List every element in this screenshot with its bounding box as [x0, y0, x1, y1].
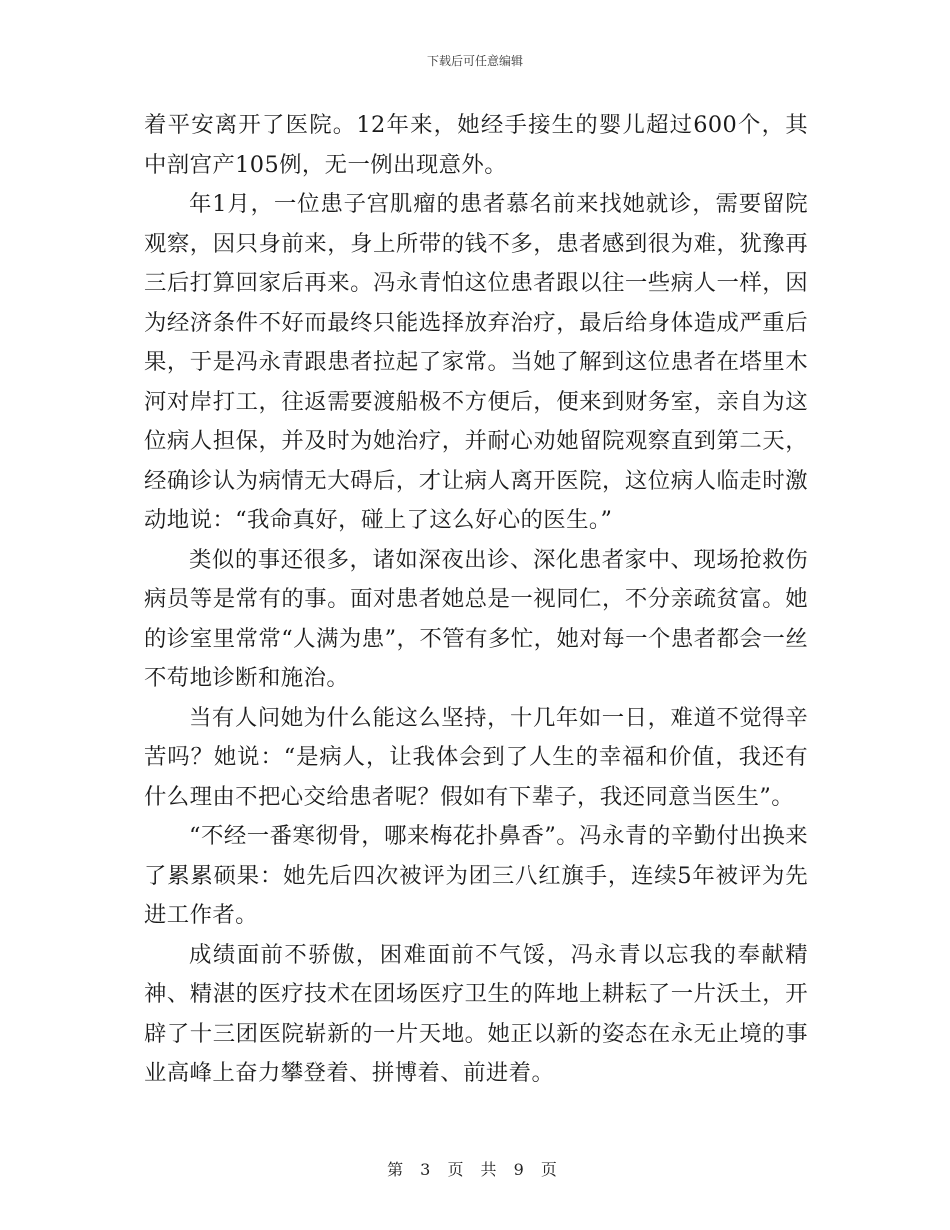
paragraph: “不经一番寒彻骨，哪来梅花扑鼻香”。冯永青的辛勤付出换来了累累硕果：她先后四次被评为团三八红旗手，连续5年被评为先进工作者。	[144, 823, 808, 928]
paragraph-continuation: 着平安离开了医院。12年来，她经手接生的婴儿超过600个，其中剖宫产105例，无一例出现意外。	[144, 112, 808, 178]
paragraph: 当有人问她为什么能这么坚持，十几年如一日，难道不觉得辛苦吗？她说：“是病人，让我体会到了人生的幸福和价值，我还有什么理由不把心交给患者呢？假如有下辈子，我还同意当医生”。	[144, 704, 808, 810]
paragraph: 类似的事还很多，诸如深夜出诊、深化患者家中、现场抢救伤病员等是常有的事。面对患者她总是一视同仁，不分亲疏贫富。她的诊室里常常“人满为患”，不管有多忙，她对每一个患者都会一丝不苟地诊断和施治。	[144, 546, 808, 691]
page-number-footer: 第 3 页 共 9 页	[387, 1160, 563, 1179]
paragraph: 年1月，一位患子宫肌瘤的患者慕名前来找她就诊，需要留院观察，因只身前来，身上所带的钱不多，患者感到很为难，犹豫再三后打算回家后再来。冯永青怕这位患者跟以往一些病人一样，因为经济条件不好而最终只能选择放弃治疗，最后给身体造成严重后果，于是冯永青跟患者拉起了家常。当她了解到这位患者在塔里木河对岸打工，往返需要渡船极不方便后，便来到财务室，亲自为这位病人担保，并及时为她治疗，并耐心劝她留院观察直到第二天，经确诊认为病情无大碍后，才让病人离开医院，这位病人临走时激动地说：“我命真好，碰上了这么好心的医生。”	[144, 191, 808, 533]
paragraph: 成绩面前不骄傲，困难面前不气馁，冯永青以忘我的奉献精神、精湛的医疗技术在团场医疗卫生的阵地上耕耘了一片沃土，开辟了十三团医院崭新的一片天地。她正以新的姿态在永无止境的事业高峰上奋力攀登着、拼博着、前进着。	[144, 941, 808, 1086]
page-header: 下载后可任意编辑	[426, 54, 523, 68]
document-body	[144, 106, 808, 1094]
